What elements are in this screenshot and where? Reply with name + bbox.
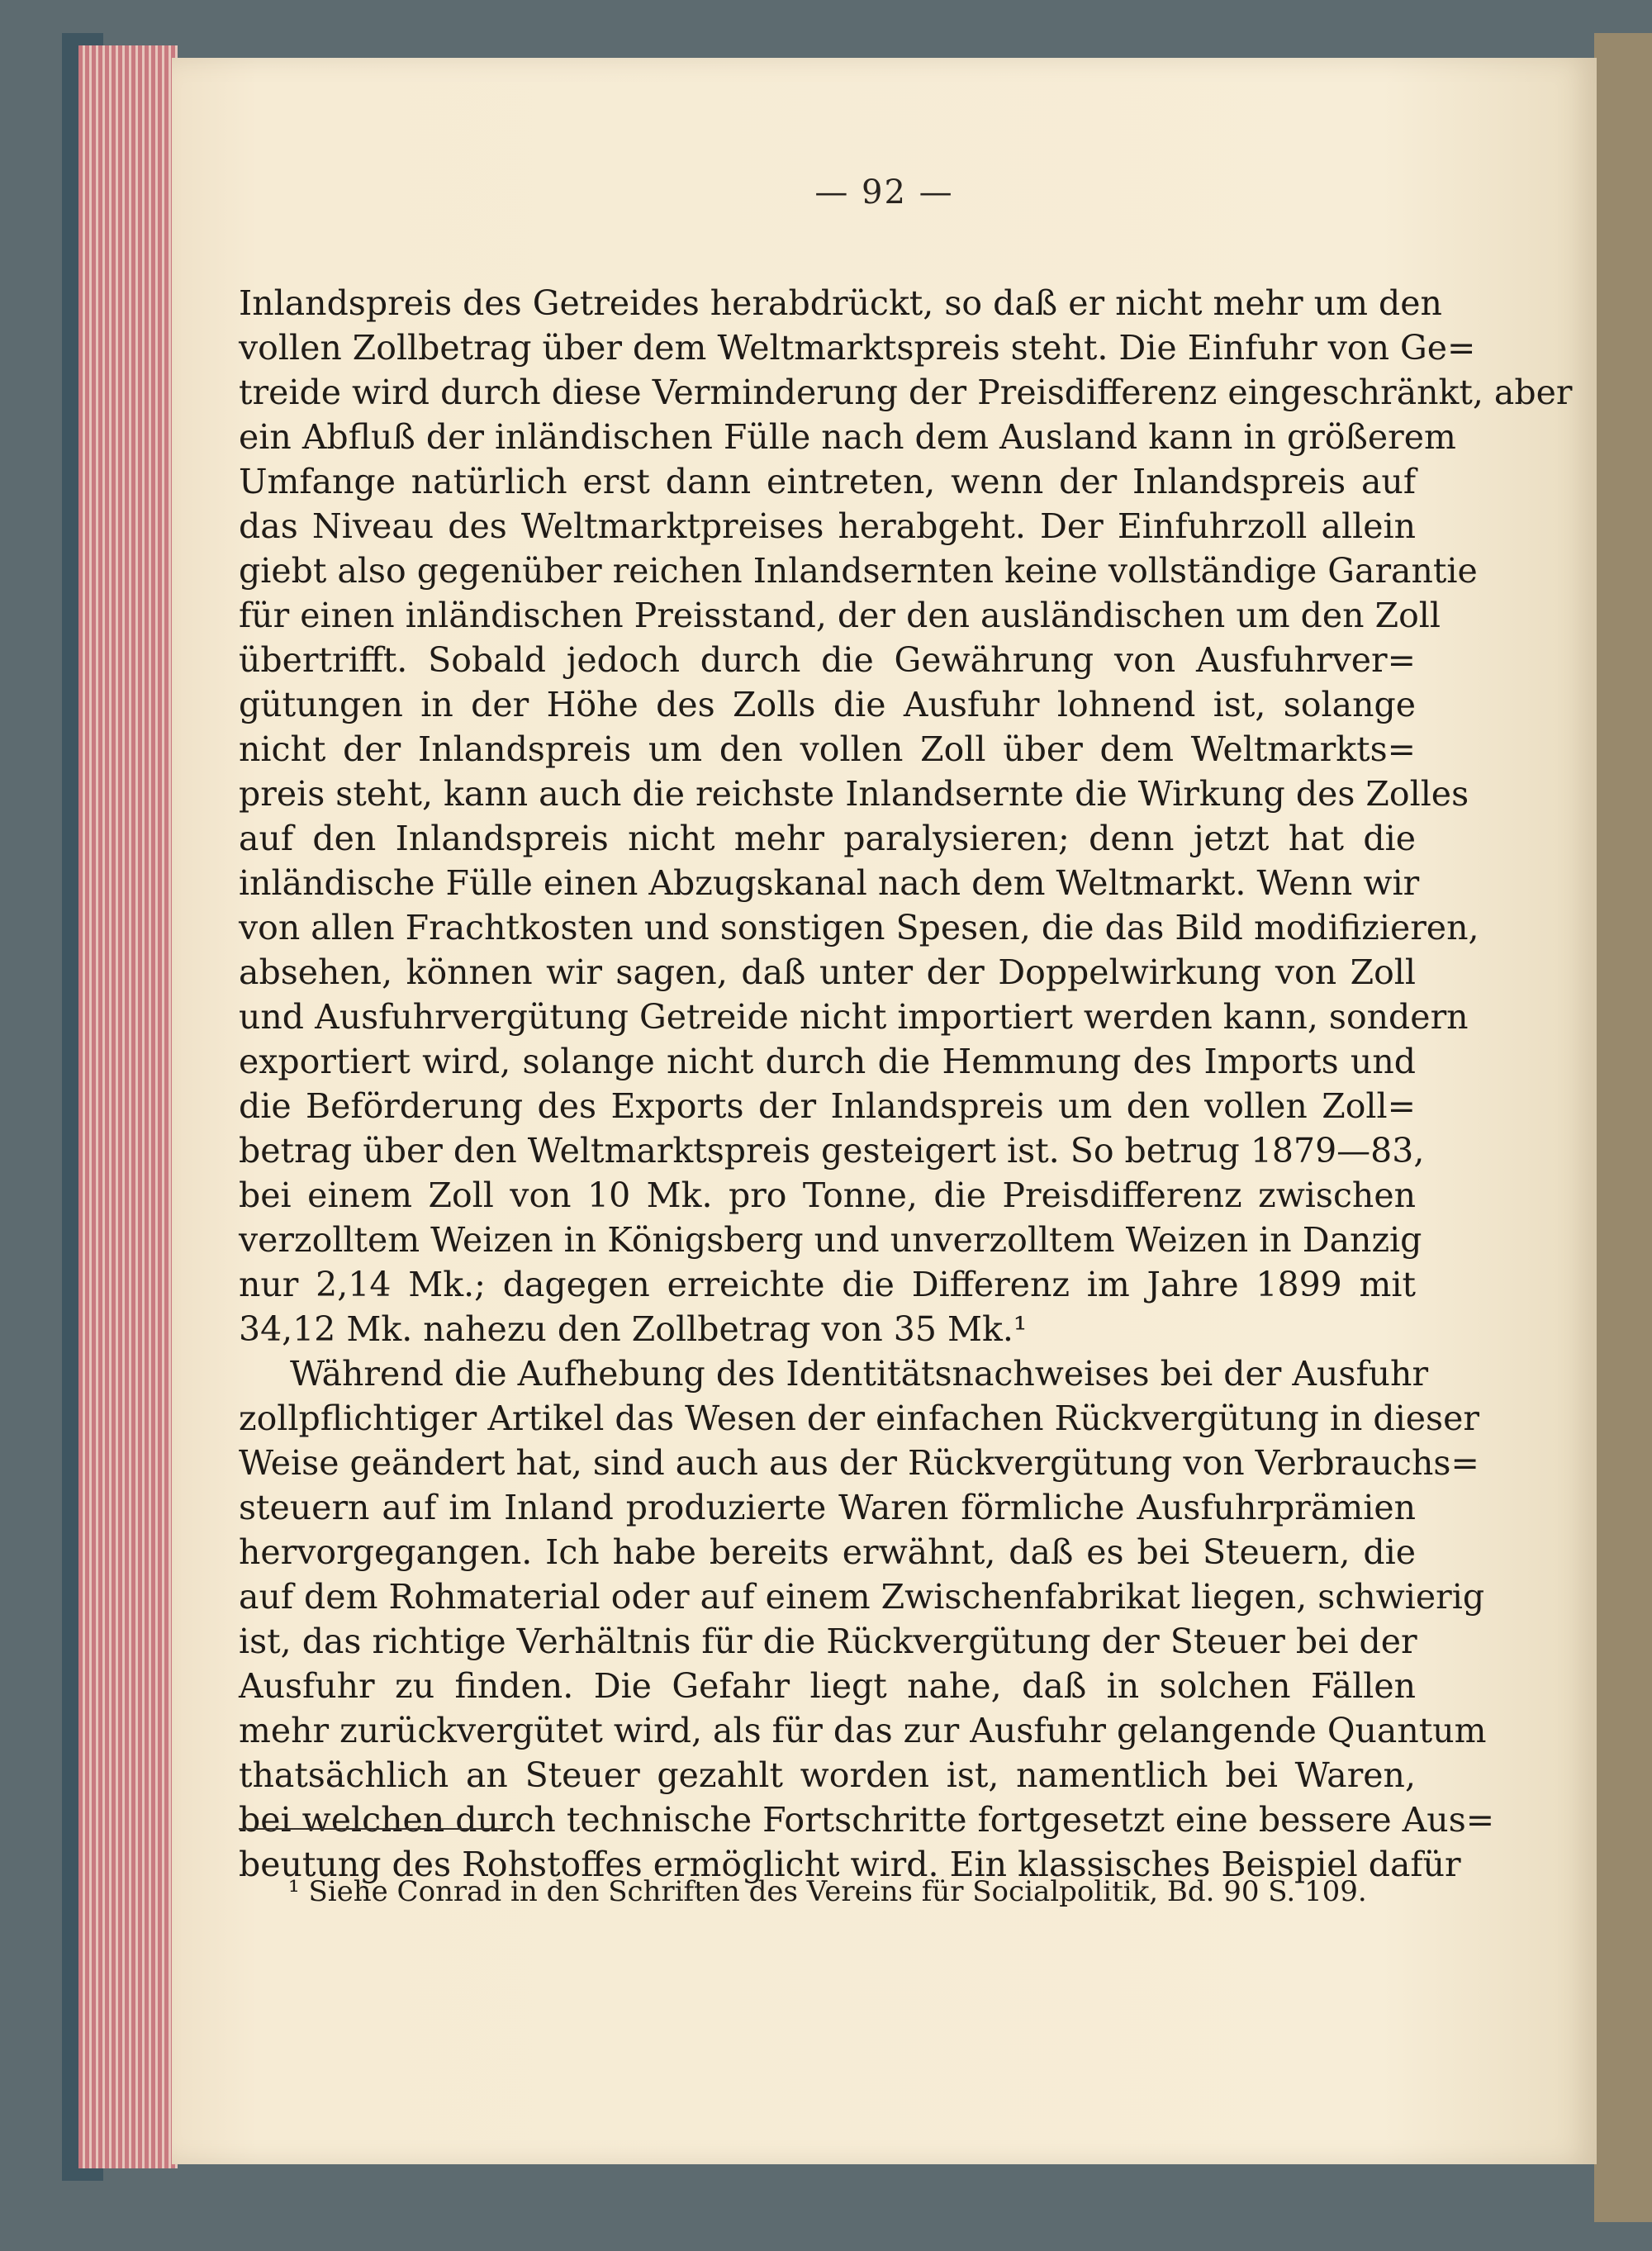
text-line: auf den Inlandspreis nicht mehr paralysieren; denn jetzt hat die [239, 819, 1416, 858]
text-line: vollen Zollbetrag über dem Weltmarktspreis steht. Die Einfuhr von Ge= [239, 328, 1476, 368]
text-line: hervorgegangen. Ich habe bereits erwähnt, daß es bei Steuern, die [239, 1532, 1416, 1572]
text-line: ein Abfluß der inländischen Fülle nach dem Ausland kann in größerem [239, 417, 1456, 457]
text-line: preis steht, kann auch die reichste Inlandsernte die Wirkung des Zolles [239, 774, 1469, 814]
text-line: betrag über den Weltmarktspreis gesteigert ist. So betrug 1879—83, [239, 1131, 1425, 1171]
text-line: zollpflichtiger Artikel das Wesen der einfachen Rückvergütung in dieser [239, 1399, 1479, 1438]
text-line: von allen Frachtkosten und sonstigen Spesen, die das Bild modifizieren, [239, 908, 1479, 947]
text-line: auf dem Rohmaterial oder auf einem Zwischenfabrikat liegen, schwierig [239, 1577, 1485, 1617]
text-line: ist, das richtige Verhältnis für die Rückvergütung der Steuer bei der [239, 1622, 1417, 1661]
text-line: für einen inländischen Preisstand, der den ausländischen um den Zoll [239, 596, 1441, 635]
text-line: beutung des Rohstoffes ermöglicht wird. Ein klassisches Beispiel dafür [239, 1845, 1461, 1884]
text-line: thatsächlich an Steuer gezahlt worden ist, namentlich bei Waren, [239, 1755, 1416, 1795]
footnote: ¹ Siehe Conrad in den Schriften des Vereins für Socialpolitik, Bd. 90 S. 109. [288, 1875, 1367, 1908]
paragraph-start-line: Während die Aufhebung des Identitätsnachweises bei der Ausfuhr [290, 1354, 1429, 1394]
text-line: verzolltem Weizen in Königsberg und unverzolltem Weizen in Danzig [239, 1220, 1422, 1260]
book-cover-right [1594, 33, 1652, 2222]
text-line: bei einem Zoll von 10 Mk. pro Tonne, die Preisdifferenz zwischen [239, 1175, 1416, 1215]
text-line: Umfange natürlich erst dann eintreten, wenn der Inlandspreis auf [239, 462, 1416, 501]
text-line: steuern auf im Inland produzierte Waren förmliche Ausfuhrprämien [239, 1488, 1416, 1527]
text-line: gütungen in der Höhe des Zolls die Ausfuhr lohnend ist, solange [239, 685, 1416, 724]
body-text [239, 281, 1573, 1887]
text-line: nicht der Inlandspreis um den vollen Zoll über dem Weltmarkts= [239, 729, 1416, 769]
text-line: exportiert wird, solange nicht durch die Hemmung des Imports und [239, 1042, 1416, 1081]
text-line: Inlandspreis des Getreides herabdrückt, so daß er nicht mehr um den [239, 283, 1442, 323]
text-line: mehr zurückvergütet wird, als für das zur Ausfuhr gelangende Quantum [239, 1711, 1487, 1750]
text-line: absehen, können wir sagen, daß unter der Doppelwirkung von Zoll [239, 952, 1416, 992]
footnote-divider [239, 1828, 513, 1830]
text-line: inländische Fülle einen Abzugskanal nach dem Weltmarkt. Wenn wir [239, 863, 1420, 903]
text-line: Weise geändert hat, sind auch aus der Rückvergütung von Verbrauchs= [239, 1443, 1479, 1483]
page-edges [78, 45, 178, 2168]
text-line: 34,12 Mk. nahezu den Zollbetrag von 35 Mk.¹ [239, 1309, 1028, 1349]
text-line: giebt also gegenüber reichen Inlandsernten keine vollständige Garantie [239, 551, 1478, 591]
page-number: — 92 — [814, 173, 954, 211]
text-line: die Beförderung des Exports der Inlandspreis um den vollen Zoll= [239, 1086, 1416, 1126]
text-line: bei welchen durch technische Fortschritte fortgesetzt eine bessere Aus= [239, 1800, 1495, 1840]
text-line: Ausfuhr zu finden. Die Gefahr liegt nahe, daß in solchen Fällen [239, 1666, 1416, 1706]
text-line: treide wird durch diese Verminderung der Preisdifferenz eingeschränkt, aber [239, 373, 1573, 412]
text-line: das Niveau des Weltmarktpreises herabgeht. Der Einfuhrzoll allein [239, 506, 1416, 546]
text-line: und Ausfuhrvergütung Getreide nicht importiert werden kann, sondern [239, 997, 1469, 1037]
text-line: übertrifft. Sobald jedoch durch die Gewährung von Ausfuhrver= [239, 640, 1416, 680]
text-line: nur 2,14 Mk.; dagegen erreichte die Differenz im Jahre 1899 mit [239, 1265, 1416, 1304]
